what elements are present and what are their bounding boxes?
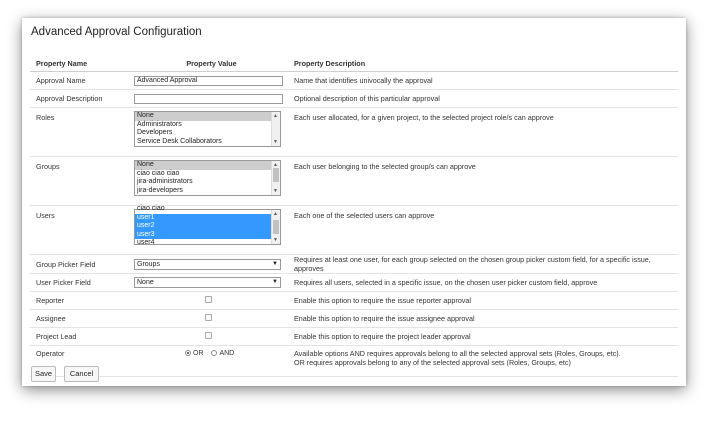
chevron-down-icon[interactable]: ▼ [272, 279, 278, 285]
row-assignee [30, 310, 678, 328]
project-lead-label: Project Lead [30, 328, 134, 346]
scroll-thumb[interactable] [273, 220, 279, 234]
approval-description-input[interactable] [134, 94, 283, 104]
users-option[interactable]: ciao ciao [137, 205, 165, 212]
assignee-checkbox[interactable] [205, 314, 212, 321]
config-panel [22, 18, 686, 386]
scroll-down-icon[interactable]: ▼ [273, 188, 278, 194]
scroll-down-icon[interactable]: ▼ [273, 139, 278, 145]
header-property-description: Property Description [289, 56, 678, 72]
groups-multiselect[interactable] [134, 160, 281, 196]
row-groups [30, 157, 678, 206]
row-reporter [30, 292, 678, 310]
users-option[interactable]: user1 [135, 214, 280, 223]
reporter-label: Reporter [30, 292, 134, 310]
roles-desc: Each user allocated, for a given project, to the selected project role/s can approve [289, 108, 678, 157]
group-picker-select[interactable] [134, 259, 281, 270]
group-picker-desc: Requires at least one user, for each group selected on the chosen group picker custom field, for a specific issue, approves [289, 255, 678, 274]
operator-label: Operator [30, 346, 134, 377]
project-lead-checkbox[interactable] [205, 332, 212, 339]
header-property-name: Property Name [30, 56, 134, 72]
roles-scrollbar[interactable] [271, 112, 280, 146]
users-multiselect[interactable] [134, 205, 281, 246]
roles-option[interactable]: Administrators [137, 120, 182, 128]
project-lead-desc: Enable this option to require the project leader approval [289, 328, 678, 346]
users-option[interactable]: user2 [135, 222, 280, 231]
user-picker-select[interactable] [134, 277, 281, 288]
operator-and-label: AND [219, 350, 235, 357]
cancel-button[interactable]: Cancel [64, 366, 99, 382]
users-option[interactable]: user4 [137, 239, 155, 246]
user-picker-label: User Picker Field [30, 274, 134, 292]
scroll-up-icon[interactable]: ▲ [273, 211, 278, 217]
groups-label: Groups [30, 157, 134, 206]
row-roles [30, 108, 678, 157]
assignee-label: Assignee [30, 310, 134, 328]
group-picker-value: Groups [137, 260, 160, 268]
users-scrollbar[interactable] [271, 210, 280, 244]
assignee-desc: Enable this option to require the issue assignee approval [289, 310, 678, 328]
roles-option[interactable]: Service Desk Collaborators [137, 137, 222, 145]
scroll-thumb[interactable] [273, 168, 279, 182]
roles-option[interactable]: Developers [137, 129, 173, 136]
operator-or-radio[interactable] [185, 350, 191, 356]
row-group-picker [30, 255, 678, 274]
operator-or-label: OR [193, 350, 204, 357]
row-approval-description [30, 90, 678, 108]
roles-multiselect[interactable] [134, 111, 281, 147]
users-desc: Each one of the selected users can approve [289, 206, 678, 255]
reporter-checkbox[interactable] [205, 296, 212, 303]
operator-desc-line2: OR requires approvals belong to any of the selected approval sets (Roles, Groups, etc) [294, 358, 571, 367]
approval-description-desc: Optional description of this particular approval [289, 90, 678, 108]
groups-option[interactable]: None [135, 161, 280, 170]
header-property-value: Property Value [134, 56, 289, 72]
page-title: Advanced Approval Configuration [31, 26, 202, 38]
group-picker-label: Group Picker Field [30, 255, 134, 274]
groups-option[interactable]: jira-administrators [137, 178, 193, 185]
user-picker-desc: Requires all users, selected in a specific issue, on the chosen user picker custom field, approve [289, 274, 678, 292]
row-project-lead [30, 328, 678, 346]
row-approval-name [30, 72, 678, 90]
groups-desc: Each user belonging to the selected group/s can approve [289, 157, 678, 206]
users-label: Users [30, 206, 134, 255]
scroll-down-icon[interactable]: ▼ [273, 237, 278, 243]
roles-option[interactable]: None [135, 112, 280, 121]
roles-label: Roles [30, 108, 134, 157]
chevron-down-icon[interactable]: ▼ [272, 260, 278, 267]
row-users [30, 206, 678, 255]
groups-option[interactable]: ciao ciao ciao [137, 169, 180, 177]
operator-and-radio[interactable] [211, 350, 217, 356]
user-picker-value: None [137, 279, 154, 286]
reporter-desc: Enable this option to require the issue reporter approval [289, 292, 678, 310]
scroll-up-icon[interactable]: ▲ [273, 113, 278, 119]
groups-option[interactable]: jira-developers [137, 186, 183, 194]
approval-description-label: Approval Description [30, 90, 134, 108]
config-table [30, 56, 678, 377]
approval-name-desc: Name that identifies univocally the approval [289, 72, 678, 90]
approval-name-input[interactable]: Advanced Approval [134, 76, 283, 86]
users-option[interactable]: user3 [135, 231, 280, 240]
save-button[interactable]: Save [31, 366, 56, 382]
scroll-up-icon[interactable]: ▲ [273, 162, 278, 168]
groups-scrollbar[interactable] [271, 161, 280, 195]
table-header-row [30, 56, 678, 72]
approval-name-label: Approval Name [30, 72, 134, 90]
operator-desc-line1: Available options AND requires approvals belong to all the selected approval sets (Roles, Groups, etc). [294, 349, 621, 358]
row-user-picker [30, 274, 678, 292]
row-operator [30, 346, 678, 377]
